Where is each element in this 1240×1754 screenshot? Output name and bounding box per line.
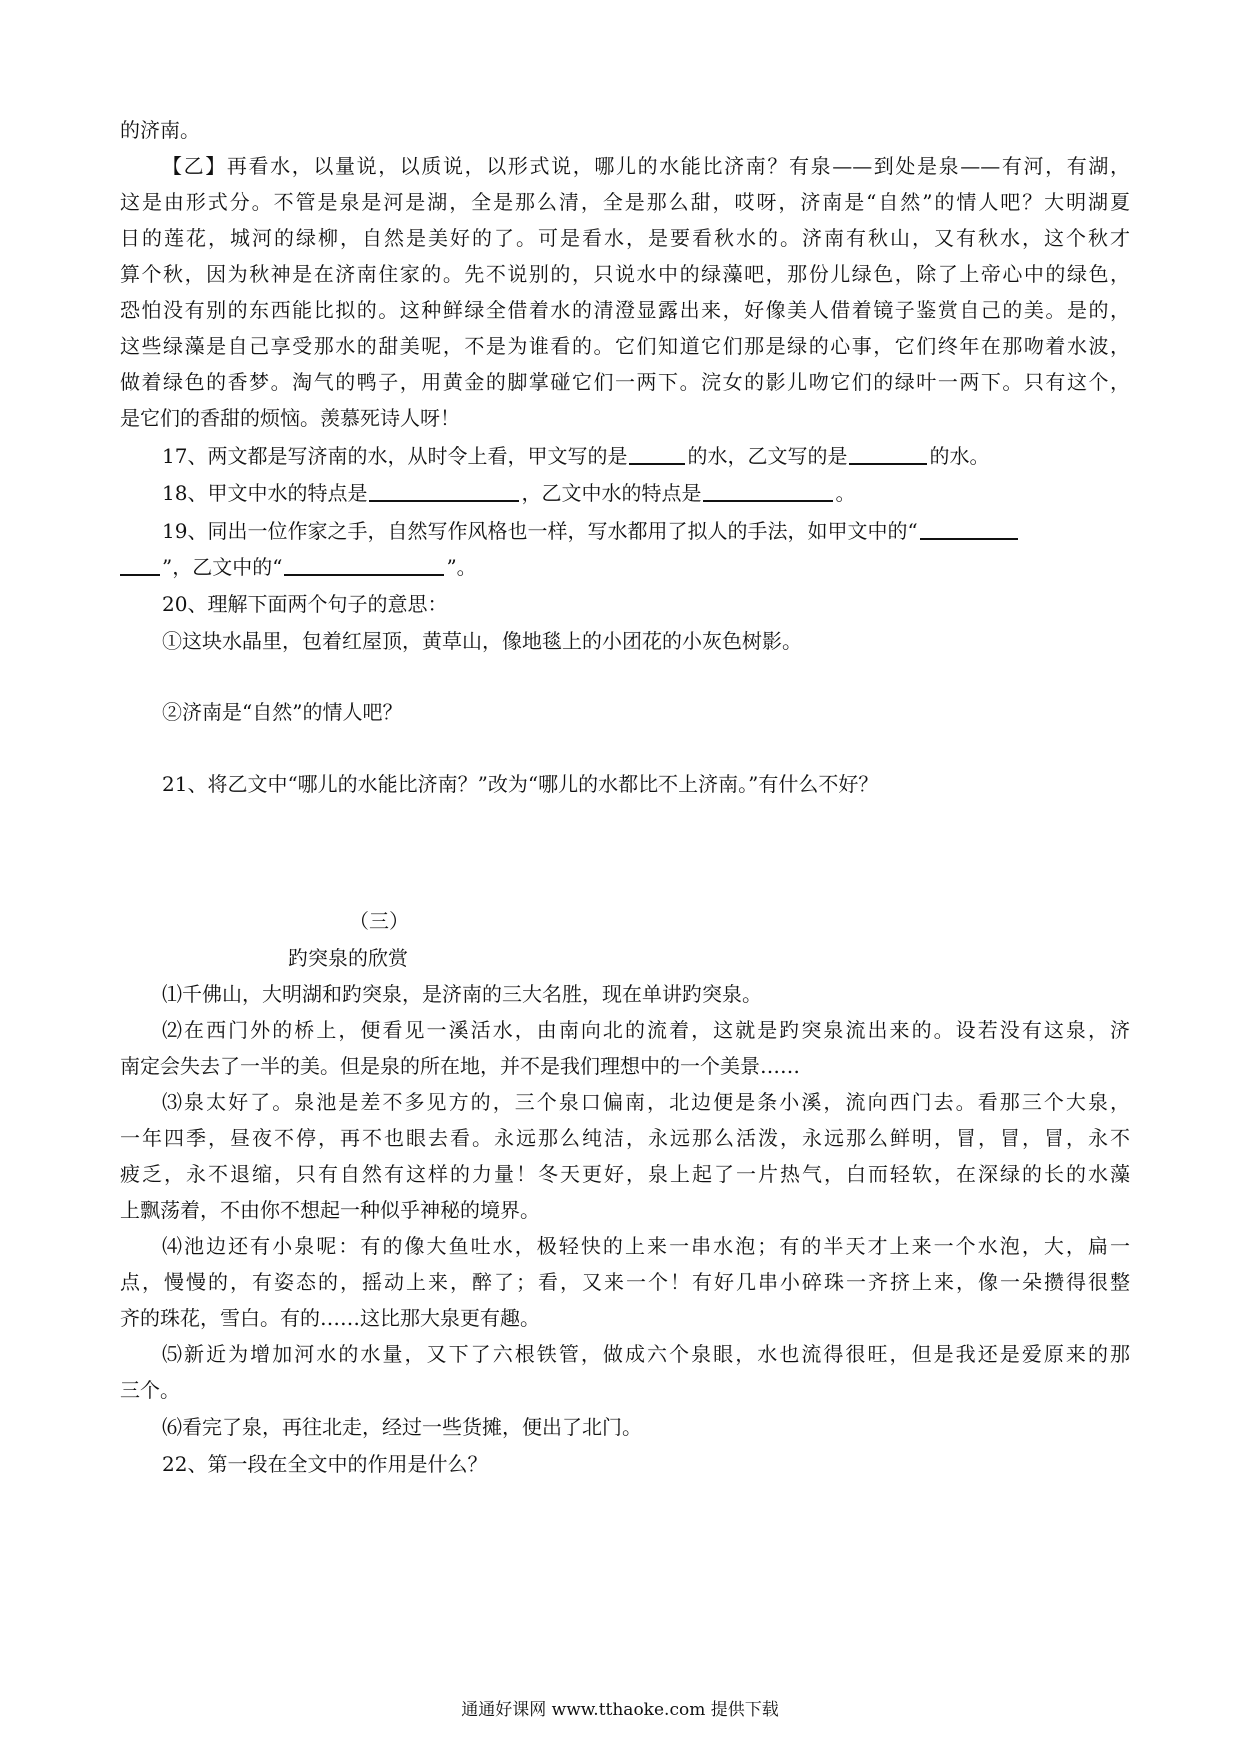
q19-text-1: 19、同出一位作家之手，自然写作风格也一样，写水都用了拟人的手法，如甲文中的“ xyxy=(162,519,918,543)
q19-blank-1b[interactable] xyxy=(120,554,160,576)
passage-continuation: 的济南。 xyxy=(120,118,200,142)
passage-b-line: 【乙】再看水，以量说，以质说，以形式说，哪儿的水能比济南？有泉——到处是泉——有河，有湖， xyxy=(162,154,1130,178)
paragraph-6: ⑹看完了泉，再往北走，经过一些货摊，便出了北门。 xyxy=(162,1415,642,1439)
q19-blank-1a[interactable] xyxy=(920,518,1018,540)
q19-blank-2[interactable] xyxy=(284,554,444,576)
question-18 xyxy=(162,479,1130,507)
question-19-cont xyxy=(120,553,1130,581)
paragraph-3-line: 一年四季，昼夜不停，再不也眼去看。永远那么纯洁，永远那么活泼，永远那么鲜明，冒，冒，冒，永不 xyxy=(120,1126,1130,1150)
passage-b-line: 恐怕没有别的东西能比拟的。这种鲜绿全借着水的清澄显露出来，好像美人借着镜子鉴赏自己的美。是的， xyxy=(120,298,1130,322)
passage-b-line: 这些绿藻是自己享受那水的甜美呢，不是为谁看的。它们知道它们那是绿的心事，它们终年在那吻着水波， xyxy=(120,334,1130,358)
question-20-item-1: ①这块水晶里，包着红屋顶，黄草山，像地毯上的小团花的小灰色树影。 xyxy=(162,629,802,653)
paragraph-3-line: 上飘荡着，不由你不想起一种似乎神秘的境界。 xyxy=(120,1198,540,1222)
paragraph-4-line: 点，慢慢的，有姿态的，摇动上来，醉了；看，又来一个！有好几串小碎珠一齐挤上来，像一朵攒得很整 xyxy=(120,1270,1130,1294)
paragraph-4-line: ⑷池边还有小泉呢：有的像大鱼吐水，极轻快的上来一串水泡；有的半天才上来一个水泡，大，扁一 xyxy=(162,1234,1130,1258)
q18-blank-2[interactable] xyxy=(703,480,833,502)
question-17 xyxy=(162,442,1130,470)
page-footer: 通通好课网 www.tthaoke.com 提供下载 xyxy=(461,1700,779,1720)
q19-text-3: ”。 xyxy=(446,555,477,579)
question-20: 20、理解下面两个句子的意思： xyxy=(162,592,448,616)
q18-blank-1[interactable] xyxy=(369,480,519,502)
paragraph-1: ⑴千佛山，大明湖和趵突泉，是济南的三大名胜，现在单讲趵突泉。 xyxy=(162,982,762,1006)
q17-text-1: 17、两文都是写济南的水，从时令上看，甲文写的是 xyxy=(162,444,628,468)
question-22: 22、第一段在全文中的作用是什么？ xyxy=(162,1452,488,1476)
paragraph-5-line: 三个。 xyxy=(120,1378,180,1402)
q18-text-1: 18、甲文中水的特点是 xyxy=(162,481,368,505)
q19-text-2: ”，乙文中的“ xyxy=(162,555,283,579)
passage-b-line: 做着绿色的香梦。淘气的鸭子，用黄金的脚掌碰它们一两下。浣女的影儿吻它们的绿叶一两下。只有这个， xyxy=(120,370,1130,394)
q17-text-3: 的水。 xyxy=(929,444,990,468)
paragraph-2-line: 南定会失去了一半的美。但是泉的所在地，并不是我们理想中的一个美景…… xyxy=(120,1054,800,1078)
paragraph-3-line: ⑶泉太好了。泉池是差不多见方的，三个泉口偏南，北边便是条小溪，流向西门去。看那三个大泉， xyxy=(162,1090,1130,1114)
passage-b-line: 日的莲花，城河的绿柳，自然是美好的了。可是看水，是要看秋水的。济南有秋山，又有秋水，这个秋才 xyxy=(120,226,1130,250)
q17-text-2: 的水，乙文写的是 xyxy=(687,444,848,468)
question-21: 21、将乙文中“哪儿的水能比济南？”改为“哪儿的水都比不上济南。”有什么不好？ xyxy=(162,772,879,796)
section-number: （三） xyxy=(349,909,409,933)
q17-blank-2[interactable] xyxy=(849,443,927,465)
section-title: 趵突泉的欣赏 xyxy=(288,946,408,970)
paragraph-2-line: ⑵在西门外的桥上，便看见一溪活水，由南向北的流着，这就是趵突泉流出来的。设若没有这泉，济 xyxy=(162,1018,1130,1042)
passage-b-line: 是它们的香甜的烦恼。羡慕死诗人呀！ xyxy=(120,406,460,430)
paragraph-5-line: ⑸新近为增加河水的水量，又下了六根铁管，做成六个泉眼，水也流得很旺，但是我还是爱原来的那 xyxy=(162,1342,1130,1366)
question-20-item-2: ②济南是“自然”的情人吧？ xyxy=(162,700,403,724)
passage-b-line: 这是由形式分。不管是泉是河是湖，全是那么清，全是那么甜，哎呀，济南是“自然”的情人吧？大明湖夏 xyxy=(120,190,1130,214)
paragraph-3-line: 疲乏，永不退缩，只有自然有这样的力量！冬天更好，泉上起了一片热气，白而轻软，在深绿的长的水藻 xyxy=(120,1162,1130,1186)
passage-b-line: 算个秋，因为秋神是在济南住家的。先不说别的，只说水中的绿藻吧，那份儿绿色，除了上帝心中的绿色， xyxy=(120,262,1130,286)
q18-text-2: ，乙文中水的特点是 xyxy=(521,481,702,505)
q17-blank-1[interactable] xyxy=(629,443,685,465)
question-19 xyxy=(162,517,1130,545)
q18-text-3: 。 xyxy=(835,481,856,505)
paragraph-4-line: 齐的珠花，雪白。有的……这比那大泉更有趣。 xyxy=(120,1306,540,1330)
